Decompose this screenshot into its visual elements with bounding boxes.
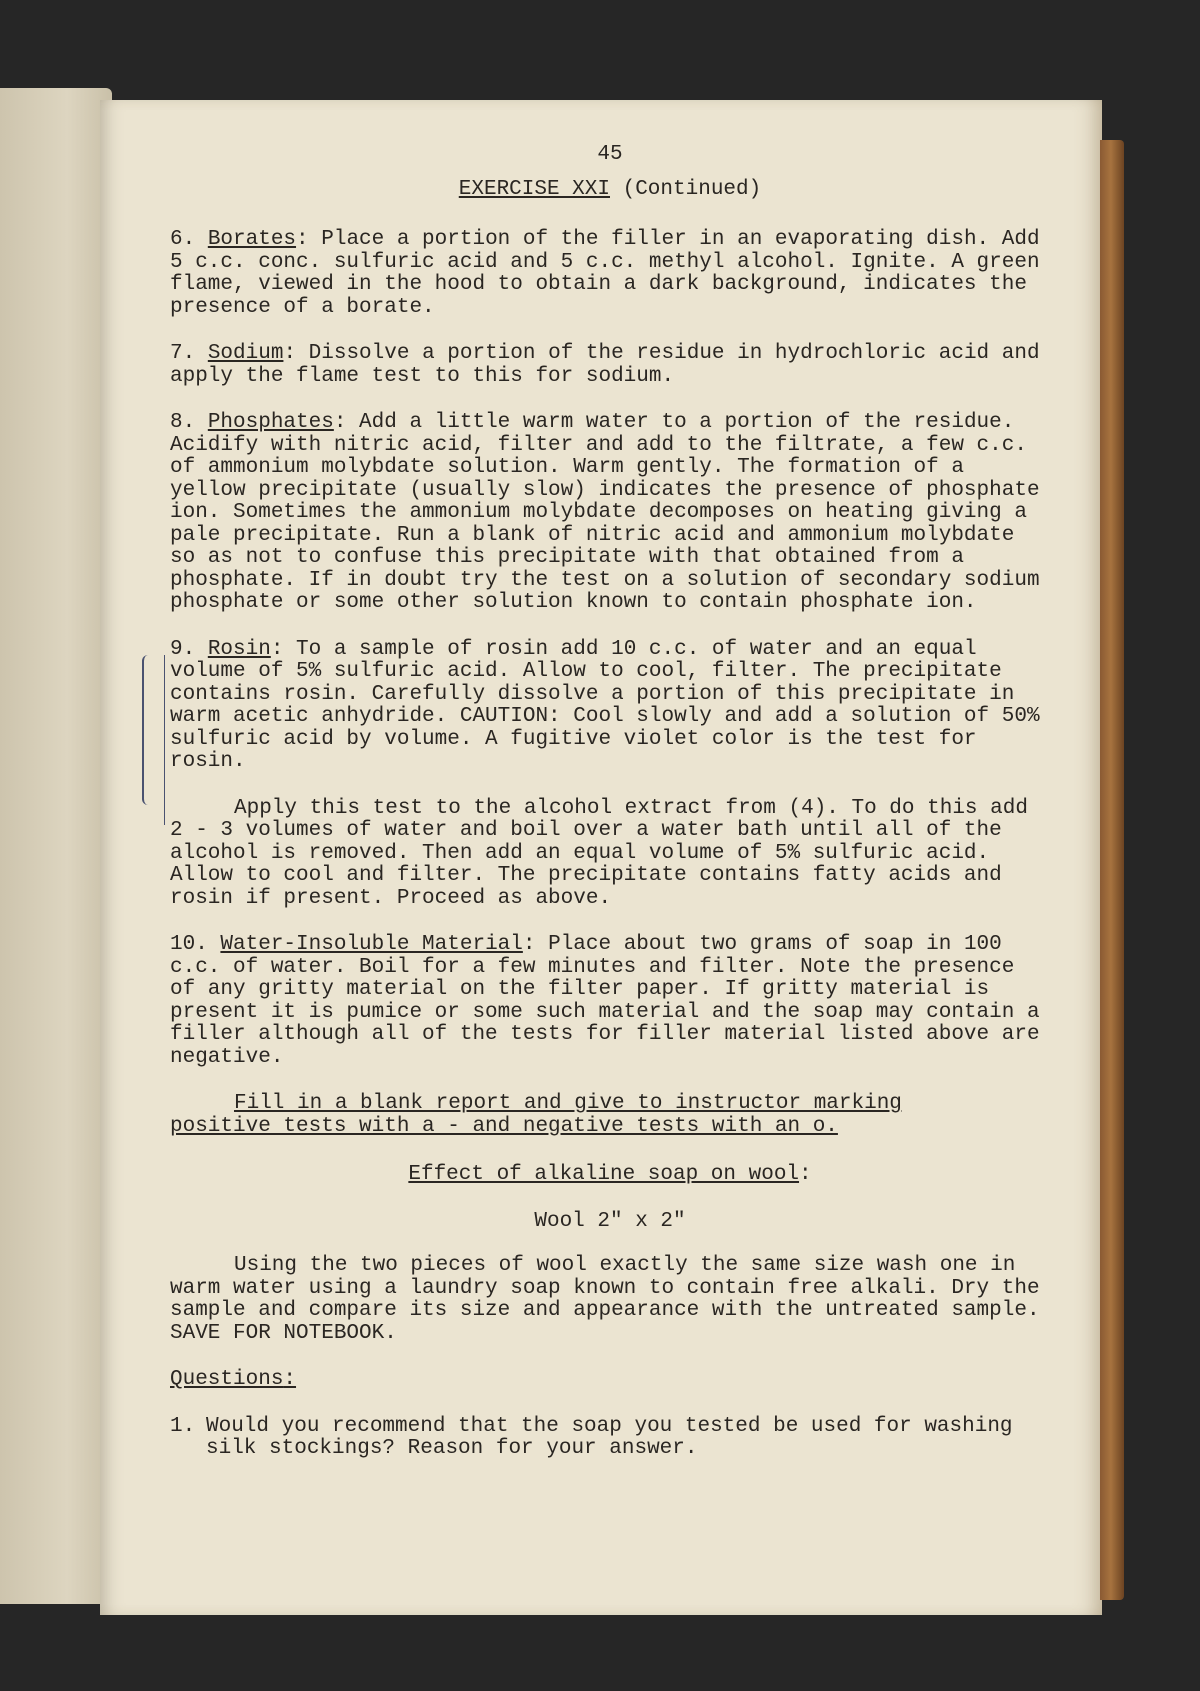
questions-heading: [170, 1369, 1050, 1392]
question-text: Would you recommend that the soap you tested be used for washing silk stockings? Reason for your answer.: [206, 1414, 1013, 1460]
section-text: Place about two grams of soap in 100 c.c. of water. Boil for a few minutes and filter. Note the presence of any gritty material on the filter paper. If gritty material is present it is pumice or some such material and the soap may contain a filler although all of the tests for filler material listed above are negative.: [170, 933, 1040, 1069]
heading-colon: :: [799, 1163, 812, 1186]
section-phosphates: [170, 412, 1050, 615]
rosin-apply-paragraph: Apply this test to the alcohol extract from (4). To do this add 2 - 3 volumes of water and boil over a water bath until all of the alcohol is removed. Then add an equal volume of 5% sulfuric acid. Allow to cool and filter. The precipitate contains fatty acids and rosin if present. Proceed as above.: [170, 796, 1028, 910]
wool-sample-size: Wool 2" x 2": [534, 1209, 686, 1233]
page-title: [170, 179, 1050, 202]
section-heading: Phosphates: [207, 411, 334, 434]
heading-colon: :: [333, 411, 347, 434]
question-number: 1.: [170, 1414, 196, 1438]
section-number: 9.: [170, 637, 208, 661]
section-borates: [170, 229, 1050, 319]
section-heading: Borates: [207, 228, 297, 251]
title-exercise: EXERCISE XXI: [458, 177, 610, 201]
section-heading: Rosin: [207, 637, 271, 661]
section-heading: Sodium: [207, 342, 284, 365]
effect-heading: [170, 1164, 1050, 1187]
heading-colon: :: [283, 342, 297, 365]
section-heading: Water-Insoluble Material: [220, 933, 523, 956]
page-stack-edge: [1100, 140, 1124, 1600]
section-water-insoluble: [170, 934, 1050, 1069]
heading-colon: :: [283, 1368, 297, 1391]
margin-pencil-mark: [142, 655, 158, 805]
section-sodium: [170, 343, 1050, 388]
heading-colon: :: [522, 933, 536, 956]
heading-colon: :: [270, 637, 284, 661]
section-text: To a sample of rosin add 10 c.c. of water and an equal volume of 5% sulfuric acid. Allow to cool, filter. The precipitate contains rosin. Carefully dissolve a portion of this precipitate in warm acetic anhydride. CAUTION: Cool slowly and add a solution of 50% sulfuric acid by volume. A fugitive violet color is the test for rosin.: [170, 637, 1040, 773]
page-content: [170, 144, 1050, 1461]
section-rosin: [170, 639, 1050, 774]
section-text: Dissolve a portion of the residue in hydrochloric acid and apply the flame test to this for sodium.: [170, 342, 1040, 388]
heading-colon: :: [296, 228, 309, 251]
title-suffix: (Continued): [610, 177, 762, 201]
questions-heading-text: Questions: [170, 1368, 284, 1391]
section-text: Place a portion of the filler in an evaporating dish. Add 5 c.c. conc. sulfuric acid and 5 c.c. methyl alcohol. Ignite. A green flame, viewed in the hood to obtain a dark background, indicates the presence of a borate.: [170, 228, 1040, 319]
effect-heading-text: Effect of alkaline soap on wool: [408, 1163, 800, 1186]
effect-paragraph: Using the two pieces of wool exactly the same size wash one in warm water using a laundry soap known to contain free alkali. Dry the sample and compare its size and appearance with the untreated sample. SAVE FOR NOTEBOOK.: [170, 1254, 1040, 1345]
section-text: Add a little warm water to a portion of the residue. Acidify with nitric acid, filter and add to the filtrate, a few c.c. of ammonium molybdate solution. Warm gently. The formation of a yellow precipitate (usually slow) indicates the presence of phosphate ion. Sometimes the ammonium molybdate decomposes on heating giving a pale precipitate. Run a blank of nitric acid and ammonium molybdate so as not to confuse this precipitate with that obtained from a phosphate. If in doubt try the test on a solution of secondary sodium phosphate or some other solution known to contain phosphate ion.: [170, 411, 1040, 614]
section-number: 8.: [170, 411, 208, 434]
section-number: 10.: [170, 933, 221, 956]
section-number: 7.: [170, 342, 208, 365]
section-number: 6.: [170, 228, 208, 251]
instruction-line-2: positive tests with a - and negative tests with an o.: [170, 1114, 838, 1138]
left-page-edge: [0, 88, 112, 1604]
report-instruction: [170, 1093, 1050, 1138]
page-number: 45: [597, 143, 623, 166]
instruction-line-1: Fill in a blank report and give to instructor marking: [234, 1092, 902, 1115]
question-item: [170, 1416, 1050, 1461]
